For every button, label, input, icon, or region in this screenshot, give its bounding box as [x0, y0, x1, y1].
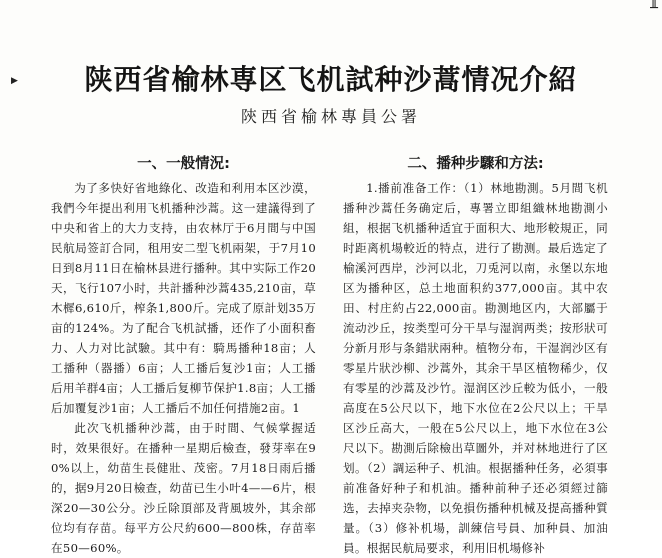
margin-dot: ▶ [11, 76, 18, 86]
section-heading: 二、播种步驟和方法: [407, 156, 544, 172]
section-heading: 一、一般情況: [137, 156, 230, 172]
paragraph: 为了多快好省地綠化、改造和利用本区沙漠，我們今年提出利用飞机播种沙蒿。这一建議得到了中央和省上的大力支持，由农林厅于6月間与中国民航局签訂合同，租用安二型飞机兩架，于7月10日到8月11日在榆林县进行播种。其中实际工作20天，飞行107小时，共計播种沙蒿435,210亩，草木樨6,610斤，榨条1,800斤。完成了原計划35万亩的124%。为了配合飞机試播，还作了小面积畜力、人力对比試驗。其中有：騎馬播种18亩；人工播种（器播）6亩；人工播后复沙1亩；人工播后用羊群4亩；人工播后复柳节保护1.8亩；人工播后加覆复沙1亩；人工播后不加任何措施2亩。1 [51, 181, 316, 415]
right-column [343, 152, 608, 555]
paragraph: 此次飞机播种沙蒿，由于时間、气候掌握适时，效果很好。在播种一星期后檢查，發芽率在90%以上，幼苗生長健壯、茂密。7月18日雨后播的，据9月20日檢查，幼苗已生小叶4——6片，根深20—30公分。沙丘除頂部及背風坡外，其余部位均有存苗。每平方公尺約600—800株，存苗率在50—60%。 [51, 421, 316, 555]
document-author: 陝西省榆林專員公署 [240, 107, 421, 126]
paragraph: 1.播前准备工作：（1）林地勘測。5月間飞机播种沙蒿任务确定后，專署立即組織林地勘測小組，根据飞机播种适宜于面积大、地形較規正，同时距离机場較近的特点，进行了勘测。最后选定了榆溪河西岸，沙河以北，刀兎河以南，永堡以东地区为播种区，总土地面积約377,000亩。其中农田、村庄約占22,000亩。勘测地区内，大部屬于流动沙丘，按类型可分干旱与湿润两类；按形狀可分新月形与条錯狀兩种。植物分布，干湿润沙区有零星片狀沙柳、沙蒿外，其余干旱区植物稀少，仅有零星的沙蒿及沙竹。湿润区沙丘較为低小，一般高度在5公尺以下，地下水位在2公尺以上；干旱区沙丘高大，一般在5公尺以上，地下水位在3公尺以下。勘測后除檢出草圖外，并对林地进行了区划。（2）調运种子、机油。根据播种任务，必須事前准备好种子和机油。播种前种子还必須經过篩选，去掉夹杂物，以免損伤播种机械及提高播种質量。（3）修补机場，訓練信号員、加种員、加油員。根据民航局要求，利用旧机場修补 [343, 181, 608, 555]
document-title: 陕西省榆林専区飞机試种沙蒿情况介紹 [84, 63, 578, 96]
left-column [51, 152, 316, 555]
corner-mark: ╨ [650, 1, 658, 16]
